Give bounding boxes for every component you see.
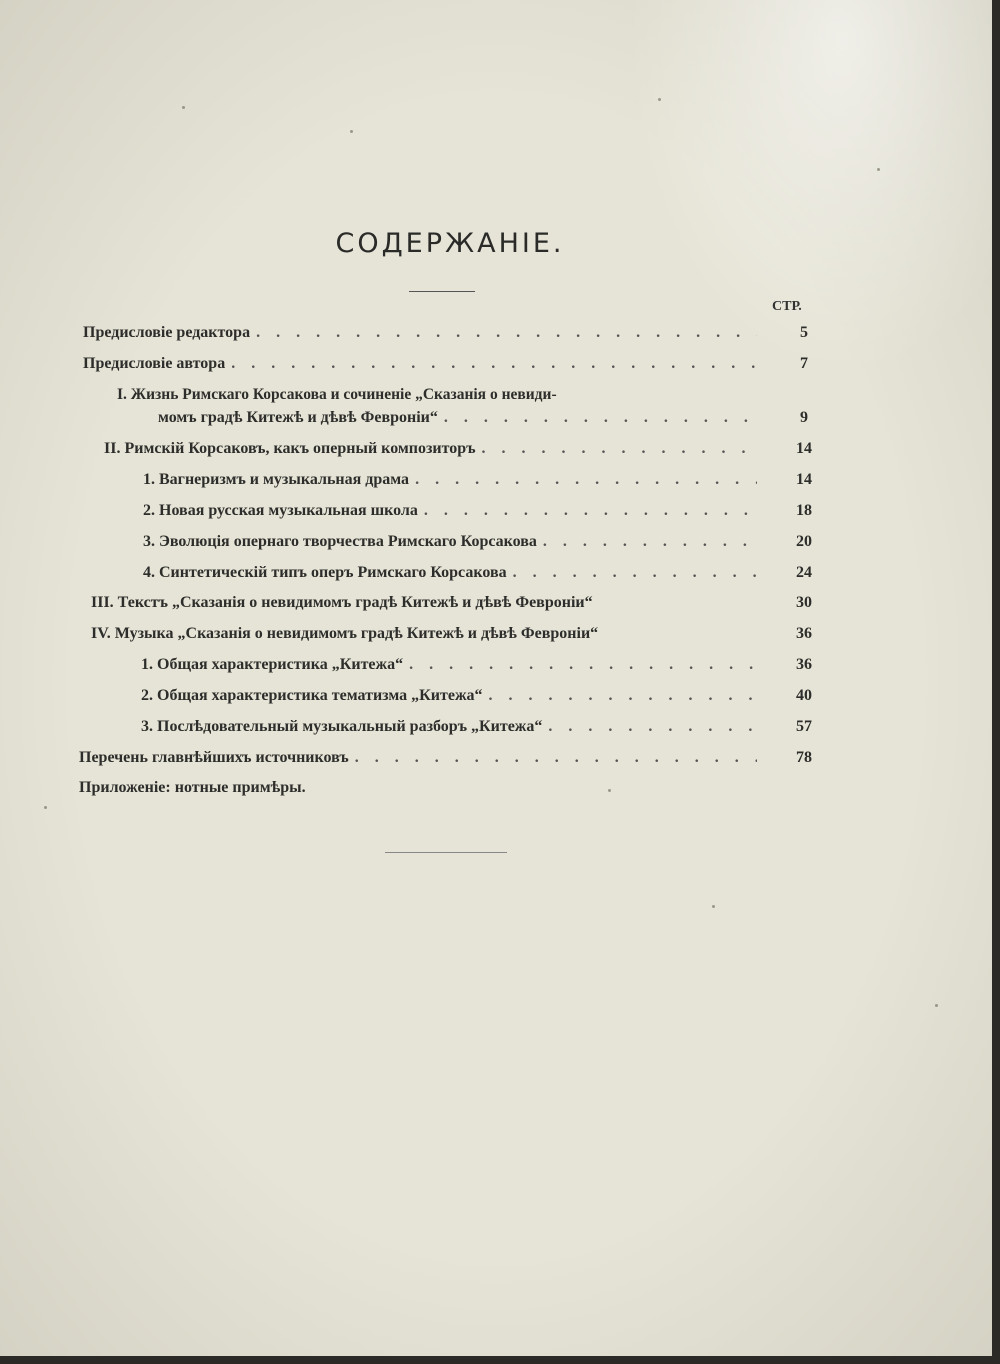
- toc-entry-page: 14: [796, 440, 812, 457]
- paper-speck: [935, 1004, 938, 1007]
- page-title: СОДЕРЖАНІЕ.: [335, 228, 565, 259]
- toc-entry: [143, 533, 812, 555]
- toc-entry-page: 36: [796, 656, 812, 673]
- paper-speck: [44, 806, 47, 809]
- toc-entry-label: Предисловіе автора: [83, 355, 226, 372]
- toc-entry: [104, 440, 812, 462]
- toc-entry-label: II. Римскій Корсаковъ, какъ оперный композиторъ: [104, 440, 476, 457]
- paper-speck: [877, 168, 880, 171]
- toc-entry: [79, 749, 812, 771]
- toc-entry-page: 36: [796, 625, 812, 642]
- toc-leader-dots: [409, 656, 757, 674]
- toc-entry: [143, 471, 812, 493]
- toc-entry-label: 4. Синтетическій типъ оперъ Римскаго Корсакова: [143, 564, 507, 581]
- toc-entry-page: 57: [796, 718, 812, 735]
- toc-leader-dots: [489, 687, 757, 705]
- paper-speck: [182, 106, 185, 109]
- toc-leader-dots: [548, 718, 757, 736]
- toc-leader-dots: [543, 533, 757, 551]
- toc-entry-label: Приложеніе: нотные примѣры.: [79, 779, 306, 796]
- toc-entry: [79, 779, 763, 801]
- page-column-label: СТР.: [772, 299, 802, 314]
- toc-entry-label: 1. Вагнеризмъ и музыкальная драма: [143, 471, 410, 488]
- toc-leader-dots: [231, 355, 757, 373]
- paper-speck: [658, 98, 661, 101]
- toc-entry-label: 1. Общая характеристика „Китежа“: [141, 656, 404, 673]
- toc-entry: [143, 502, 812, 524]
- paper-speck: [350, 130, 353, 133]
- toc-entry-label-line2: момъ градѣ Китежѣ и дѣвѣ Февроніи“: [158, 409, 438, 426]
- toc-entry-label: III. Текстъ „Сказанія о невидимомъ градѣ Китежѣ и дѣвѣ Февроніи“: [91, 594, 593, 611]
- toc-entry-label: 2. Общая характеристика тематизма „Китежа“: [141, 687, 483, 704]
- toc-entry-label: IV. Музыка „Сказанія о невидимомъ градѣ Китежѣ и дѣвѣ Февроніи“: [91, 625, 599, 642]
- toc-entry-page: 9: [800, 409, 808, 426]
- title-rule: [409, 291, 475, 292]
- toc-entry: [91, 625, 812, 647]
- toc-entry: [141, 718, 812, 740]
- toc-entry-label: 3. Послѣдовательный музыкальный разборъ „Китежа“: [141, 718, 543, 735]
- toc-entry-page: 5: [800, 324, 808, 341]
- toc-entry-label: 3. Эволюція опернаго творчества Римскаго Корсакова: [143, 533, 537, 550]
- toc-entry-label: 2. Новая русская музыкальная школа: [143, 502, 418, 519]
- toc-entry-page: 78: [796, 749, 812, 766]
- toc-entry-page: 18: [796, 502, 812, 519]
- toc-entry-page: 20: [796, 533, 812, 550]
- toc-entry: [141, 687, 812, 709]
- toc-leader-dots: [256, 324, 757, 342]
- toc-leader-dots: [424, 502, 757, 520]
- paper-speck: [608, 789, 611, 792]
- toc-leader-dots: [444, 409, 757, 427]
- toc-entry-page: 14: [796, 471, 812, 488]
- toc-entry: [83, 355, 808, 377]
- toc-leader-dots: [513, 564, 757, 582]
- toc-entry-page: 30: [796, 594, 812, 611]
- toc-entry-page: 40: [796, 687, 812, 704]
- toc-entry: [141, 656, 812, 678]
- toc-entry-page: 24: [796, 564, 812, 581]
- end-rule: [385, 852, 507, 853]
- toc-leader-dots: [355, 749, 757, 767]
- toc-entry: [158, 409, 808, 431]
- toc-entry-page: 7: [800, 355, 808, 372]
- toc-entry: [143, 564, 812, 586]
- toc-leader-dots: [482, 440, 757, 458]
- toc-entry-label: Перечень главнѣйшихъ источниковъ: [79, 749, 349, 766]
- toc-entry-label: Предисловіе редактора: [83, 324, 251, 341]
- toc-entry: [91, 594, 812, 616]
- toc-leader-dots: [415, 471, 757, 489]
- toc-entry: [83, 324, 808, 346]
- toc-entry-label-line1: I. Жизнь Римскаго Корсакова и сочиненіе „Сказанія о невиди-: [117, 386, 557, 403]
- paper-speck: [712, 905, 715, 908]
